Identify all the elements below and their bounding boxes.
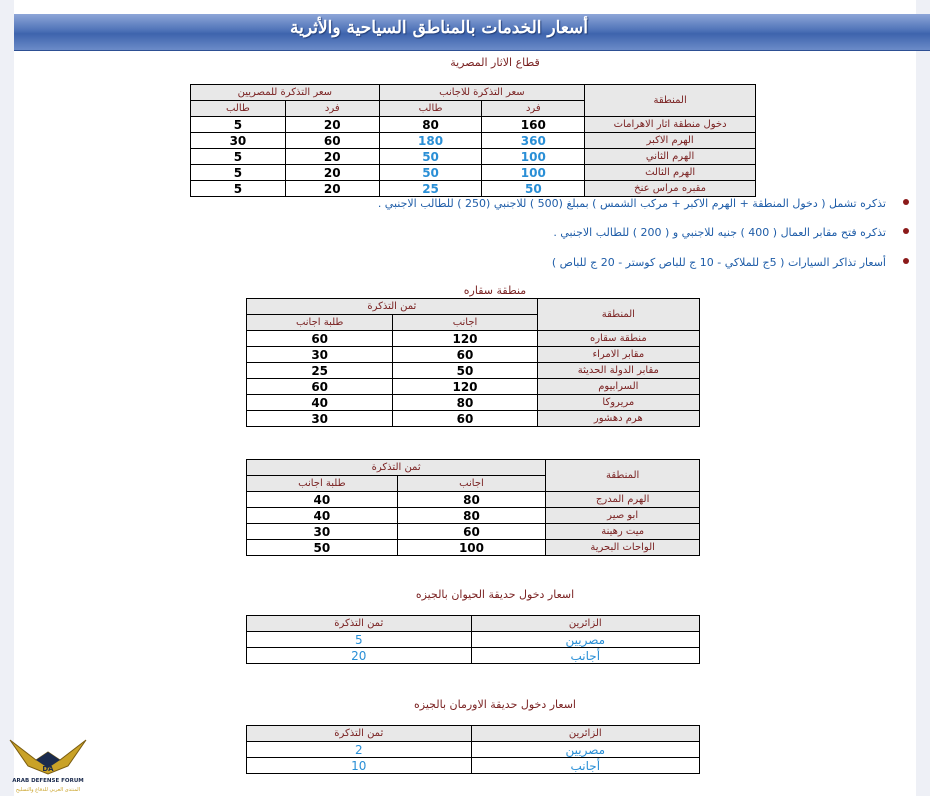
ticket-price: 20 [247, 648, 472, 664]
right-margin [916, 0, 930, 796]
foreign-price: 100 [397, 540, 546, 556]
list-item [552, 256, 906, 269]
col-visitors: الزائرين [471, 726, 699, 742]
note-text: أسعار تذاكر السيارات ( 5ج للملاكي - 10 ج للباص كوستر - 20 ج للباص ) [551, 256, 886, 269]
col-foreign-price: سعر التذكرة للاجانب [379, 85, 585, 101]
foreign-student: 25 [379, 181, 482, 197]
foreign-price: 50 [393, 363, 537, 379]
foreign-price: 120 [393, 379, 537, 395]
table-row [247, 540, 700, 556]
zoo-caption: اسعار دخول حديقة الحيوان بالجيزه [415, 588, 575, 601]
table-row [191, 165, 756, 181]
saqqara-caption: منطقة سقاره [463, 284, 527, 297]
sub-foreign: اجانب [397, 476, 546, 492]
foreign-student: 50 [379, 149, 482, 165]
student-price: 30 [247, 524, 398, 540]
table-row [247, 331, 700, 347]
sub-student: طالب [191, 101, 286, 117]
col-visitors: الزائرين [471, 616, 699, 632]
region-name: دخول منطقة اثار الاهرامات [585, 117, 756, 133]
visitor-type: مصريين [471, 742, 699, 758]
region-name: هرم دهشور [537, 411, 699, 427]
student-price: 40 [247, 395, 393, 411]
table-row [247, 648, 700, 664]
egyptian-student: 5 [191, 149, 286, 165]
region-name: الهرم الثالث [585, 165, 756, 181]
sub-student: طالب [379, 101, 482, 117]
table-row [191, 117, 756, 133]
logo-name: ARAB DEFENSE FORUM [12, 778, 84, 784]
zoo-table [246, 615, 700, 664]
foreign-price: 60 [397, 524, 546, 540]
egyptian-student: 5 [191, 181, 286, 197]
sub-individual: فرد [482, 101, 585, 117]
col-region: المنطقة [537, 299, 699, 331]
forum-logo [6, 730, 90, 796]
region-name: مقابر الدولة الحديثة [537, 363, 699, 379]
egyptian-individual: 20 [285, 181, 379, 197]
visitor-type: مصريين [471, 632, 699, 648]
page-title: أسعار الخدمات بالمناطق السياحية والأثرية [290, 18, 588, 38]
table-row [247, 508, 700, 524]
region-name: الواحات البحرية [546, 540, 700, 556]
egyptian-student: 30 [191, 133, 286, 149]
antiquities-table [190, 84, 756, 197]
foreign-price: 80 [397, 492, 546, 508]
bullet-icon [903, 258, 909, 264]
table-row [247, 632, 700, 648]
table-row [247, 395, 700, 411]
foreign-individual: 100 [482, 149, 585, 165]
egyptian-individual: 20 [285, 117, 379, 133]
student-price: 40 [247, 508, 398, 524]
ticket-price: 10 [247, 758, 472, 774]
egyptian-individual: 20 [285, 165, 379, 181]
col-ticket-price: ثمن التذكرة [247, 726, 472, 742]
foreign-price: 60 [393, 411, 537, 427]
egyptian-individual: 60 [285, 133, 379, 149]
egyptian-individual: 20 [285, 149, 379, 165]
region-name: مقابر الامراء [537, 347, 699, 363]
foreign-price: 80 [397, 508, 546, 524]
foreign-price: 120 [393, 331, 537, 347]
note-text: تذكره فتح مقابر العمال ( 400 ) جنيه للاجنبي و ( 200 ) للطالب الاجنبي . [553, 226, 886, 239]
region-name: الهرم الاكبر [585, 133, 756, 149]
ticket-price: 5 [247, 632, 472, 648]
region-name: ميت رهينة [546, 524, 700, 540]
col-ticket-price: ثمن التذكرة [247, 460, 546, 476]
student-price: 30 [247, 411, 393, 427]
logo-abbr: DA [42, 765, 54, 773]
region-name: الهرم المدرج [546, 492, 700, 508]
list-item [553, 226, 906, 239]
region-name: السرابيوم [537, 379, 699, 395]
table-row [247, 411, 700, 427]
student-price: 40 [247, 492, 398, 508]
student-price: 50 [247, 540, 398, 556]
foreign-student: 180 [379, 133, 482, 149]
foreign-student: 50 [379, 165, 482, 181]
visitor-type: أجانب [471, 648, 699, 664]
antiquities-caption: قطاع الاثار المصرية [450, 56, 540, 69]
table-row [247, 524, 700, 540]
logo-subtitle: المنتدى العربي للدفاع والتسليح [15, 787, 81, 793]
visitor-type: أجانب [471, 758, 699, 774]
sub-foreign: اجانب [393, 315, 537, 331]
orman-caption: اسعار دخول حديقة الاورمان بالجيزه [414, 698, 576, 711]
foreign-price: 60 [393, 347, 537, 363]
table-row [247, 363, 700, 379]
student-price: 60 [247, 379, 393, 395]
foreign-individual: 360 [482, 133, 585, 149]
col-region: المنطقة [546, 460, 700, 492]
col-egyptian-price: سعر التذكرة للمصريين [191, 85, 380, 101]
egyptian-student: 5 [191, 117, 286, 133]
foreign-student: 80 [379, 117, 482, 133]
region-name: الهرم الثاني [585, 149, 756, 165]
page-header [14, 14, 930, 51]
foreign-individual: 50 [482, 181, 585, 197]
table-row [247, 742, 700, 758]
table-row [247, 758, 700, 774]
table-row [191, 133, 756, 149]
note-text: تذكره تشمل ( دخول المنطقة + الهرم الاكبر + مركب الشمس ) بمبلغ (500 ) للاجنبي (250 ) للطالب الاجنبي . [377, 197, 886, 210]
list-item [378, 197, 906, 210]
ticket-price: 2 [247, 742, 472, 758]
other-sites-table [246, 459, 700, 556]
table-row [247, 347, 700, 363]
sub-foreign-students: طلبة اجانب [247, 476, 398, 492]
bullet-icon [903, 199, 909, 205]
student-price: 60 [247, 331, 393, 347]
region-name: منطقة سقاره [537, 331, 699, 347]
left-margin [0, 0, 14, 796]
orman-table [246, 725, 700, 774]
student-price: 25 [247, 363, 393, 379]
table-row [191, 149, 756, 165]
col-region: المنطقة [585, 85, 756, 117]
bullet-icon [903, 228, 909, 234]
col-ticket-price: ثمن التذكرة [247, 616, 472, 632]
table-row [191, 181, 756, 197]
table-row [247, 492, 700, 508]
foreign-individual: 100 [482, 165, 585, 181]
sub-individual: فرد [285, 101, 379, 117]
col-ticket-price: ثمن التذكرة [247, 299, 538, 315]
saqqara-table [246, 298, 700, 427]
foreign-individual: 160 [482, 117, 585, 133]
region-name: مقبره مراس عنخ [585, 181, 756, 197]
sub-foreign-students: طلبة اجانب [247, 315, 393, 331]
region-name: مريروكا [537, 395, 699, 411]
student-price: 30 [247, 347, 393, 363]
table-row [247, 379, 700, 395]
region-name: ابو صير [546, 508, 700, 524]
foreign-price: 80 [393, 395, 537, 411]
egyptian-student: 5 [191, 165, 286, 181]
